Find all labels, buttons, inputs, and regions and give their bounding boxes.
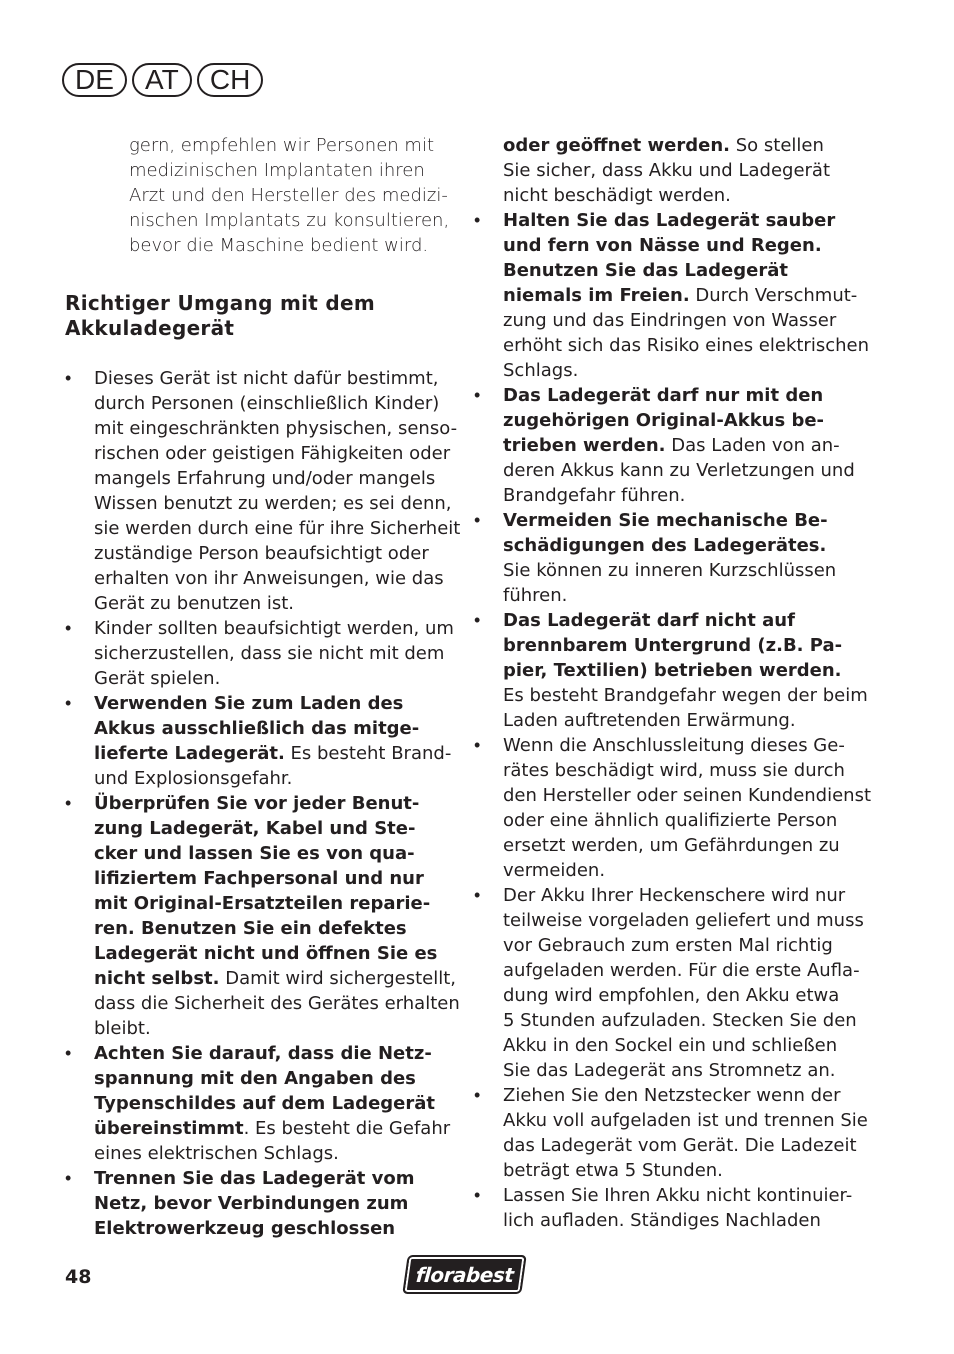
bullet-icon: • [65, 793, 72, 814]
text-line [503, 708, 874, 733]
plain-text: dass die Sicherheit des Gerätes erhalten [94, 993, 460, 1014]
intro-line: gern, empfehlen wir Personen mit [129, 135, 434, 156]
bold-text: Typenschildes auf dem Ladegerät [94, 1093, 435, 1114]
text-line [503, 758, 874, 783]
bold-text: nicht selbst. [94, 968, 220, 989]
text-line [94, 1116, 455, 1141]
bullet-item [474, 383, 874, 508]
plain-text: vermeiden. [503, 860, 606, 881]
plain-text: eines elektrischen Schlags. [94, 1143, 339, 1164]
text-line [503, 208, 874, 233]
bold-text: lieferte Ladegerät. [94, 743, 285, 764]
intro-line: nischen Implantats zu konsultieren, [129, 210, 450, 231]
plain-text: zung und das Eindringen von Wasser [503, 310, 837, 331]
text-line [94, 366, 455, 391]
text-line [94, 866, 455, 891]
text-line [94, 766, 455, 791]
intro-line: medizinischen Implantaten ihren [129, 160, 425, 181]
plain-text: Sie können zu inneren Kurzschlüssen [503, 560, 837, 581]
intro-line: bevor die Maschine bedient wird. [129, 235, 429, 256]
plain-text: Akku voll aufgeladen ist und trennen Sie [503, 1110, 868, 1131]
text-line [503, 733, 874, 758]
plain-text: Dieses Gerät ist nicht dafür bestimmt, [94, 368, 439, 389]
plain-text: rischen oder geistigen Fähigkeiten oder [94, 443, 451, 464]
bold-text: und fern von Nässe und Regen. [503, 235, 822, 256]
text-line [503, 983, 874, 1008]
text-line [94, 1016, 455, 1041]
plain-text: Sie sicher, dass Akku und Ladegerät [503, 160, 831, 181]
text-line [94, 691, 455, 716]
bullet-item [474, 733, 874, 883]
bold-text: Halten Sie das Ladegerät sauber [503, 210, 836, 231]
bullet-icon: • [474, 610, 481, 631]
intro-paragraph [65, 133, 455, 258]
right-column [474, 133, 874, 1233]
text-line [503, 483, 874, 508]
text-line [503, 1158, 874, 1183]
bullet-item [65, 791, 460, 1041]
text-line [503, 558, 874, 583]
bold-text: spannung mit den Angaben des [94, 1068, 416, 1089]
plain-text: Ziehen Sie den Netzstecker wenn der [503, 1085, 841, 1106]
plain-text: aufgeladen werden. Für die erste Aufla- [503, 960, 860, 981]
text-line [94, 1216, 455, 1241]
bullet-icon: • [474, 885, 481, 906]
text-line [503, 458, 874, 483]
bold-text: übereinstimmt [94, 1118, 244, 1139]
plain-text: . Es besteht die Gefahr [243, 1118, 451, 1139]
bold-text: zugehörigen Original-Akkus be- [503, 410, 825, 431]
text-line [94, 1091, 455, 1116]
language-badges [62, 63, 263, 97]
bold-text: Überprüfen Sie vor jeder Benut- [94, 793, 420, 814]
bullet-icon: • [65, 1043, 72, 1064]
text-line [503, 433, 874, 458]
plain-text: Kinder sollten beaufsichtigt werden, um [94, 618, 454, 639]
bullet-item [474, 508, 874, 608]
plain-text: Akku in den Sockel ein und schließen [503, 1035, 838, 1056]
bold-text: brennbarem Untergrund (z.B. Pa- [503, 635, 843, 656]
text-line [94, 841, 455, 866]
bold-text: Trennen Sie das Ladegerät vom [94, 1168, 415, 1189]
text-line [94, 666, 455, 691]
bold-text: Das Ladegerät darf nicht auf [503, 610, 795, 631]
page-number: 48 [65, 1266, 92, 1288]
bullet-icon: • [474, 1085, 481, 1106]
florabest-logo [402, 1255, 526, 1294]
bullet-icon: • [474, 210, 481, 231]
text-line [503, 508, 874, 533]
bullet-item [65, 1166, 455, 1241]
plain-text: Es besteht Brandgefahr wegen der beim [503, 685, 868, 706]
bold-text: Ladegerät nicht und öffnen Sie es [94, 943, 438, 964]
bullet-item [65, 366, 461, 616]
heading-line: Akkuladegerät [65, 316, 235, 340]
bold-text: cker und lassen Sie es von qua- [94, 843, 415, 864]
plain-text: Wissen benutzt zu werden; es sei denn, [94, 493, 452, 514]
plain-text: mangels Erfahrung und/oder mangels [94, 468, 436, 489]
plain-text: erhöht sich das Risiko eines elektrischen [503, 335, 869, 356]
plain-text: Der Akku Ihrer Heckenschere wird nur [503, 885, 846, 906]
bold-text: Netz, bevor Verbindungen zum [94, 1193, 409, 1214]
plain-text: Gerät zu benutzen ist. [94, 593, 294, 614]
plain-text: deren Akkus kann zu Verletzungen und [503, 460, 855, 481]
text-line [94, 391, 455, 416]
plain-text: Damit wird sichergestellt, [219, 968, 456, 989]
text-line [94, 791, 455, 816]
bold-text: mit Original-Ersatzteilen reparie- [94, 893, 431, 914]
text-line [503, 1058, 874, 1083]
plain-text: dung wird empfohlen, den Akku etwa [503, 985, 840, 1006]
right-bullet-list [474, 208, 874, 1233]
text-line [503, 158, 874, 183]
text-line [503, 608, 874, 633]
bullet-icon: • [65, 693, 72, 714]
text-line [94, 941, 455, 966]
plain-text: bleibt. [94, 1018, 151, 1039]
bold-text: zung Ladegerät, Kabel und Ste- [94, 818, 416, 839]
plain-text: beträgt etwa 5 Stunden. [503, 1160, 723, 1181]
plain-text: das Ladegerät vom Gerät. Die Ladezeit [503, 1135, 857, 1156]
text-line [503, 183, 874, 208]
text-line [503, 283, 874, 308]
bold-text: Verwenden Sie zum Laden des [94, 693, 404, 714]
text-line [503, 408, 874, 433]
plain-text: Schlags. [503, 360, 579, 381]
text-line [94, 566, 455, 591]
plain-text: oder eine ähnlich qualifizierte Person [503, 810, 838, 831]
plain-text: Durch Verschmut- [689, 285, 858, 306]
bullet-icon: • [474, 510, 481, 531]
left-bullet-list [65, 366, 461, 1241]
bullet-item [65, 1041, 455, 1166]
text-line [94, 1141, 455, 1166]
plain-text: mit eingeschränkten physischen, senso- [94, 418, 458, 439]
plain-text: nicht beschädigt werden. [503, 185, 731, 206]
plain-text: Das Laden von an- [665, 435, 840, 456]
plain-text: vor Gebrauch zum ersten Mal richtig [503, 935, 833, 956]
badge-ch: CH [197, 63, 263, 97]
bold-text: Elektrowerkzeug geschlossen [94, 1218, 396, 1239]
text-line [94, 416, 458, 441]
text-line [94, 891, 455, 916]
continued-item [474, 133, 874, 208]
bullet-icon: • [474, 1185, 481, 1206]
section-heading [65, 291, 455, 341]
plain-text: führen. [503, 585, 568, 606]
bullet-item [474, 208, 874, 383]
text-line [94, 616, 455, 641]
text-line [94, 966, 455, 991]
intro-line: Arzt und den Hersteller des medizi- [129, 185, 448, 206]
text-line [503, 633, 874, 658]
text-line [503, 1108, 874, 1133]
text-line [94, 916, 455, 941]
badge-at: AT [132, 63, 192, 97]
text-line [503, 358, 874, 383]
bullet-icon: • [474, 735, 481, 756]
bold-text: oder geöffnet werden. [503, 135, 730, 156]
bold-text: trieben werden. [503, 435, 666, 456]
text-line [503, 1033, 874, 1058]
text-line [503, 133, 874, 158]
left-column [65, 133, 461, 1241]
text-line [503, 1208, 874, 1233]
logo-text: florabest [414, 1262, 515, 1287]
text-line [503, 1183, 874, 1208]
text-line [94, 441, 455, 466]
bullet-icon: • [474, 385, 481, 406]
plain-text: und Explosionsgefahr. [94, 768, 293, 789]
plain-text: Laden auftretenden Erwärmung. [503, 710, 796, 731]
text-line [503, 583, 874, 608]
plain-text: den Hersteller oder seinen Kundendienst [503, 785, 872, 806]
plain-text: sie werden durch eine für ihre Sicherheit [94, 518, 461, 539]
text-line [503, 958, 874, 983]
text-line [503, 383, 874, 408]
plain-text: erhalten von ihr Anweisungen, wie das [94, 568, 444, 589]
bullet-item [474, 1183, 874, 1233]
text-line [503, 233, 874, 258]
text-line [503, 783, 874, 808]
plain-text: Lassen Sie Ihren Akku nicht kontinuier- [503, 1185, 853, 1206]
plain-text: zuständige Person beaufsichtigt oder [94, 543, 429, 564]
text-line [94, 1041, 455, 1066]
text-line [503, 908, 874, 933]
plain-text: rätes beschädigt wird, muss sie durch [503, 760, 845, 781]
text-line [503, 833, 874, 858]
bullet-icon: • [65, 368, 72, 389]
plain-text: teilweise vorgeladen geliefert und muss [503, 910, 864, 931]
text-line [94, 716, 455, 741]
text-line [94, 991, 460, 1016]
bold-text: Vermeiden Sie mechanische Be- [503, 510, 828, 531]
bold-text: Akkus ausschließlich das mitge- [94, 718, 420, 739]
bold-text: schädigungen des Ladegerätes. [503, 535, 827, 556]
text-line [94, 816, 455, 841]
text-line [503, 933, 874, 958]
text-line [94, 1066, 455, 1091]
bold-text: Benutzen Sie das Ladegerät [503, 260, 788, 281]
text-line [94, 516, 461, 541]
text-line [503, 1083, 874, 1108]
plain-text: lich aufladen. Ständiges Nachladen [503, 1210, 821, 1231]
bold-text: ren. Benutzen Sie ein defektes [94, 918, 407, 939]
text-line [503, 1133, 874, 1158]
text-line [503, 683, 874, 708]
text-line [503, 658, 874, 683]
text-line [94, 591, 455, 616]
bullet-item [474, 1083, 874, 1183]
plain-text: Gerät spielen. [94, 668, 221, 689]
plain-text: sicherzustellen, dass sie nicht mit dem [94, 643, 445, 664]
bold-text: Das Ladegerät darf nur mit den [503, 385, 824, 406]
text-line [503, 808, 874, 833]
text-line [503, 883, 874, 908]
text-line [503, 333, 874, 358]
text-line [503, 1008, 874, 1033]
plain-text: So stellen [730, 135, 824, 156]
bullet-item [474, 883, 874, 1083]
text-line [94, 541, 455, 566]
badge-de: DE [62, 63, 127, 97]
plain-text: Wenn die Anschlussleitung dieses Ge- [503, 735, 845, 756]
bullet-icon: • [65, 618, 72, 639]
bold-text: Achten Sie darauf, dass die Netz- [94, 1043, 432, 1064]
text-line [503, 258, 874, 283]
plain-text: Sie das Ladegerät ans Stromnetz an. [503, 1060, 836, 1081]
plain-text: 5 Stunden aufzuladen. Stecken Sie den [503, 1010, 857, 1031]
text-line [503, 308, 874, 333]
plain-text: ersetzt werden, um Gefährdungen zu [503, 835, 840, 856]
bold-text: lifiziertem Fachpersonal und nur [94, 868, 424, 889]
plain-text: durch Personen (einschließlich Kinder) [94, 393, 440, 414]
text-line [94, 466, 455, 491]
plain-text: Es besteht Brand- [284, 743, 452, 764]
plain-text: Brandgefahr führen. [503, 485, 686, 506]
text-line [503, 533, 874, 558]
text-line [503, 858, 874, 883]
bullet-item [65, 616, 455, 691]
bullet-item [474, 608, 874, 733]
bold-text: niemals im Freien. [503, 285, 690, 306]
bold-text: pier, Textilien) betrieben werden. [503, 660, 842, 681]
text-line [94, 1166, 455, 1191]
bullet-item [65, 691, 455, 791]
text-line [94, 741, 455, 766]
text-line [94, 1191, 455, 1216]
text-line [94, 641, 455, 666]
heading-line: Richtiger Umgang mit dem [65, 291, 376, 315]
bullet-icon: • [65, 1168, 72, 1189]
text-line [94, 491, 455, 516]
